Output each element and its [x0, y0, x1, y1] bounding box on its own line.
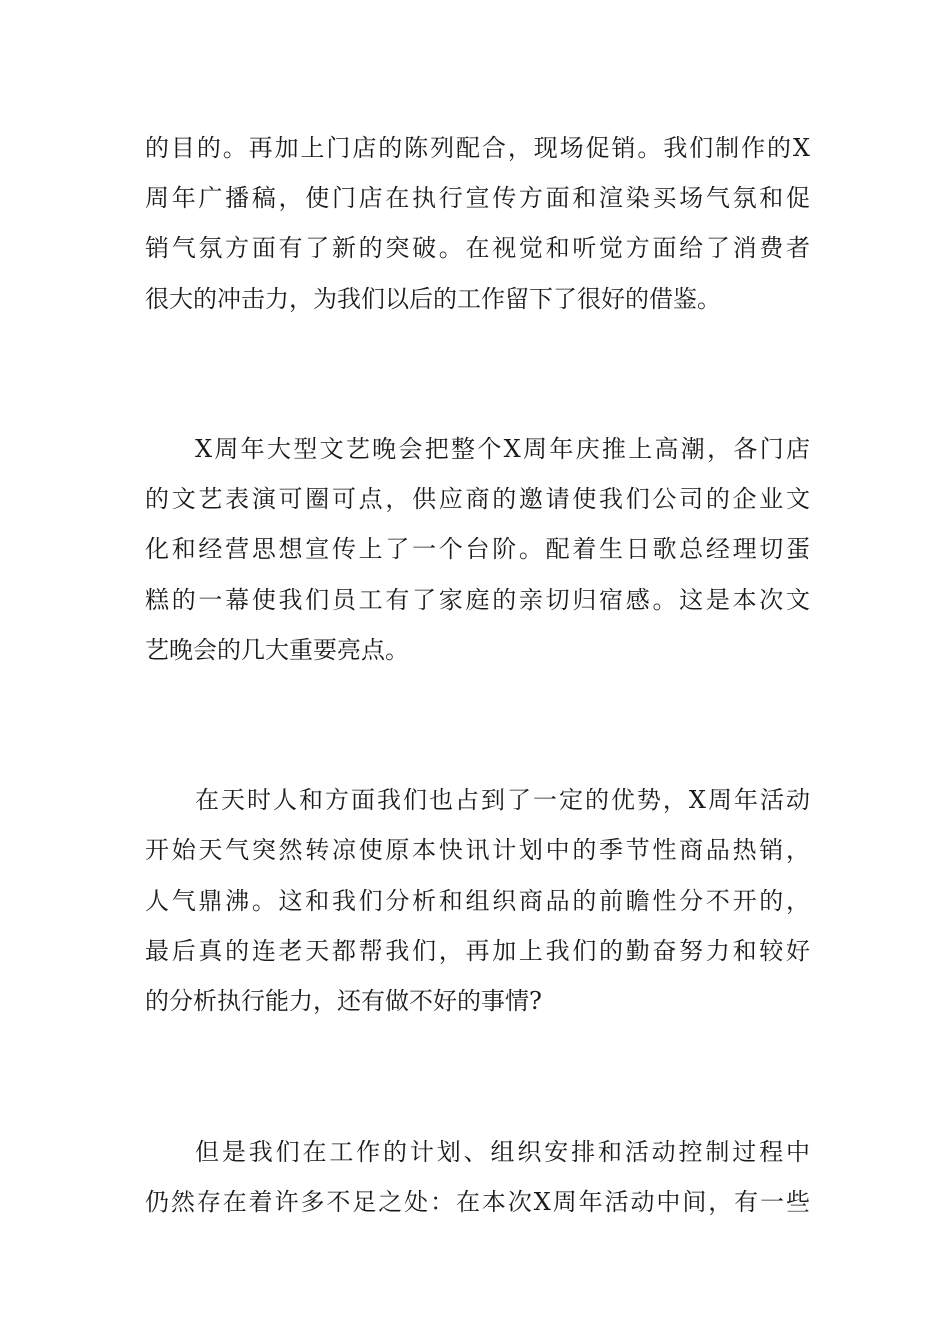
paragraph-3-line-3: 人气鼎沸。这和我们分析和组织商品的前瞻性分不开的， — [145, 887, 810, 915]
paragraph-2-line-1: X周年大型文艺晚会把整个X周年庆推上高潮，各门店 — [195, 435, 810, 463]
paragraph-2-line-4: 糕的一幕使我们员工有了家庭的亲切归宿感。这是本次文 — [145, 586, 810, 614]
paragraph-3-line-5: 的分析执行能力，还有做不好的事情? — [145, 987, 542, 1015]
paragraph-1-line-2: 周年广播稿，使门店在执行宣传方面和渲染买场气氛和促 — [145, 184, 810, 212]
paragraph-1-line-1: 的目的。再加上门店的陈列配合，现场促销。我们制作的X — [145, 134, 810, 162]
paragraph-2-line-2: 的文艺表演可圈可点，供应商的邀请使我们公司的企业文 — [145, 485, 810, 513]
paragraph-2-line-3: 化和经营思想宣传上了一个台阶。配着生日歌总经理切蛋 — [145, 535, 810, 563]
paragraph-3-line-2: 开始天气突然转凉使原本快讯计划中的季节性商品热销， — [145, 836, 810, 864]
paragraph-2-line-5: 艺晚会的几大重要亮点。 — [145, 636, 409, 664]
paragraph-1-line-4: 很大的冲击力，为我们以后的工作留下了很好的借鉴。 — [145, 285, 721, 313]
paragraph-1-line-3: 销气氛方面有了新的突破。在视觉和听觉方面给了消费者 — [145, 234, 810, 262]
paragraph-4-line-2: 仍然存在着许多不足之处：在本次X周年活动中间，有一些 — [145, 1188, 810, 1216]
paragraph-3-line-1: 在天时人和方面我们也占到了一定的优势，X周年活动 — [195, 786, 810, 814]
paragraph-3-line-4: 最后真的连老天都帮我们，再加上我们的勤奋努力和较好 — [145, 937, 810, 965]
paragraph-4-line-1: 但是我们在工作的计划、组织安排和活动控制过程中 — [195, 1138, 810, 1166]
